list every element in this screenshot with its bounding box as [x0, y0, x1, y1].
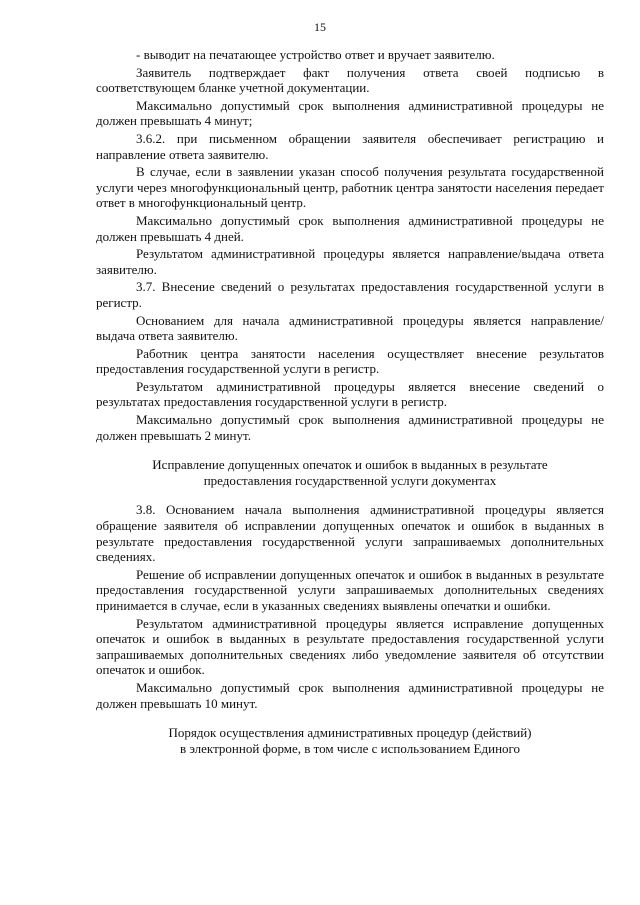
- paragraph: - выводит на печатающее устройство ответ и вручает заявителю.: [136, 47, 495, 62]
- paragraph: Заявитель подтверждает факт получения ответа своей подписью в соответствующем бланке учетной документации.: [96, 64, 604, 96]
- paragraph: 3.6.2. при письменном обращении заявителя обеспечивает регистрацию и направление ответа заявителю.: [96, 130, 604, 162]
- paragraph: Результатом административной процедуры является внесение сведений о результатах предоставления государственной услуги в регистр.: [96, 378, 604, 410]
- paragraph: 3.7. Внесение сведений о результатах предоставления государственной услуги в регистр.: [96, 279, 604, 310]
- paragraph: Максимально допустимый срок выполнения административной процедуры не должен превышать 2 минут.: [96, 412, 604, 443]
- section-heading-line: в электронной форме, в том числе с использованием Единого: [179, 740, 521, 756]
- paragraph: Результатом административной процедуры является направление/выдача ответа заявителю.: [96, 246, 604, 277]
- paragraph: Основанием для начала административной процедуры является направление/выдача ответа заявителю.: [96, 312, 604, 344]
- page-number: 15: [314, 20, 326, 34]
- section-heading: [96, 725, 604, 756]
- paragraph: Решение об исправлении допущенных опечаток и ошибок в выданных в результате предоставления государственной услуги запрашиваемых дополнительных сведениях принимается в случае, если в указанных сведениях выявлены опечатки и ошибки.: [96, 566, 604, 613]
- section-heading-line: Порядок осуществления административных процедур (действий): [168, 725, 532, 741]
- document-body: [96, 47, 604, 770]
- paragraph: В случае, если в заявлении указан способ получения результата государственной услуги через многофункциональный центр, работник центра занятости населения передает ответ в многофункциональный центр.: [96, 164, 604, 211]
- section-heading: [96, 457, 604, 488]
- section-heading-line: предоставления государственной услуги документах: [203, 472, 497, 488]
- paragraph: Максимально допустимый срок выполнения административной процедуры не должен превышать 4 минут;: [96, 97, 604, 129]
- paragraph: 3.8. Основанием начала выполнения административной процедуры является обращение заявителя об исправлении допущенных опечаток и ошибок в выданных в результате предоставления государственной услуги запрашиваемых дополнительных сведениях.: [96, 502, 604, 565]
- paragraph: Результатом административной процедуры является исправление допущенных опечаток и ошибок в выданных в результате предоставления государственной услуги запрашиваемых дополнительных сведениях либо уведомление заявителя об отсутствии опечаток и ошибок.: [96, 615, 604, 678]
- section-heading-line: Исправление допущенных опечаток и ошибок в выданных в результате: [152, 457, 548, 473]
- paragraph: Работник центра занятости населения осуществляет внесение результатов предоставления государственной услуги в регистр.: [96, 345, 604, 377]
- paragraph: Максимально допустимый срок выполнения административной процедуры не должен превышать 4 дней.: [96, 212, 604, 244]
- paragraph: Максимально допустимый срок выполнения административной процедуры не должен превышать 10 минут.: [96, 679, 604, 711]
